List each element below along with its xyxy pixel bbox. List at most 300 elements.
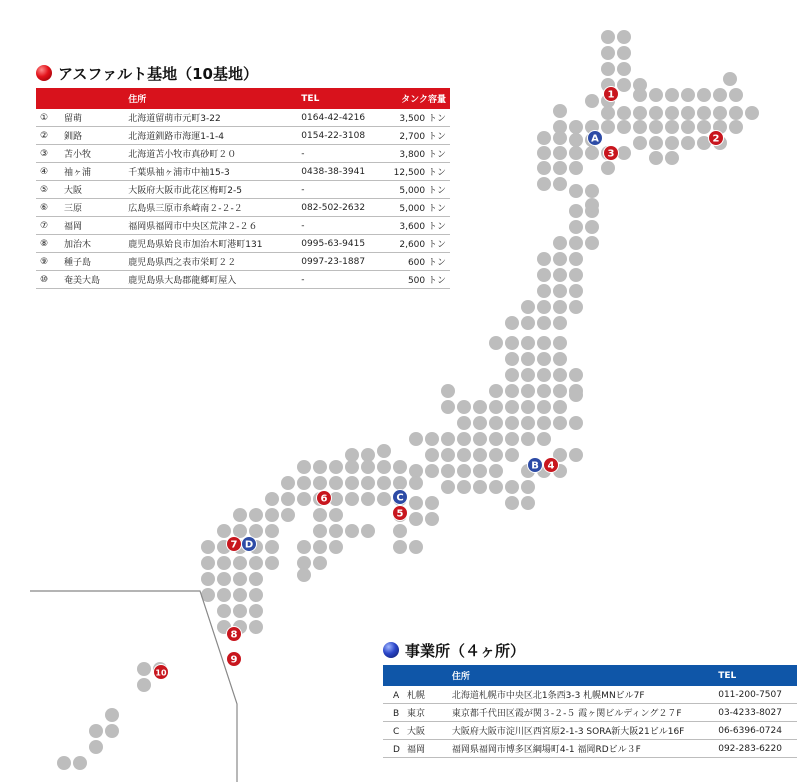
map-dot (537, 384, 551, 398)
base-name: 大阪 (60, 181, 118, 199)
map-dot (361, 448, 375, 462)
base-marker-1 (604, 87, 619, 102)
base-name: 釧路 (60, 127, 118, 145)
office-marker-D (242, 537, 257, 552)
map-dot (505, 496, 519, 510)
base-name: 加治木 (60, 235, 118, 253)
base-marker-3 (604, 146, 619, 161)
marker-label: 2 (712, 133, 720, 145)
asphalt-bases-panel (36, 62, 450, 289)
map-dot (345, 460, 359, 474)
base-address: 鹿児島県西之表市栄町２２ (118, 253, 293, 271)
map-dot (505, 416, 519, 430)
map-dot (537, 177, 551, 191)
map-dot (457, 480, 471, 494)
map-dot (313, 556, 327, 570)
office-address: 北海道札幌市中央区北1条西3-3 札幌MNビル7F (444, 686, 700, 704)
base-capacity: 500 トン (384, 271, 450, 289)
map-dot (281, 492, 295, 506)
map-dot (553, 384, 567, 398)
map-dot (537, 300, 551, 314)
base-tel: - (293, 217, 383, 235)
map-dot (617, 120, 631, 134)
map-dot (217, 556, 231, 570)
base-number: ⑧ (36, 235, 60, 253)
marker-label: 7 (230, 539, 238, 551)
map-dot (553, 131, 567, 145)
map-dot (89, 724, 103, 738)
map-dot (569, 284, 583, 298)
map-dot (137, 678, 151, 692)
table-row (383, 722, 797, 740)
map-dot (617, 146, 631, 160)
base-capacity: 2,600 トン (384, 235, 450, 253)
map-dot (537, 146, 551, 160)
base-capacity: 2,700 トン (384, 127, 450, 145)
base-marker-4 (544, 458, 559, 473)
map-dot (361, 476, 375, 490)
base-marker-2 (709, 131, 724, 146)
map-dot (233, 508, 247, 522)
marker-label: D (244, 539, 254, 551)
base-tel: - (293, 271, 383, 289)
base-capacity: 5,000 トン (384, 181, 450, 199)
base-number: ② (36, 127, 60, 145)
base-name: 苫小牧 (60, 145, 118, 163)
map-dot (569, 300, 583, 314)
blue-ball-icon (383, 642, 399, 658)
map-dot (537, 252, 551, 266)
base-tel: 0438-38-3941 (293, 163, 383, 181)
map-dot (265, 524, 279, 538)
map-dot (361, 460, 375, 474)
map-dot (489, 384, 503, 398)
map-dot (297, 460, 311, 474)
base-tel: 0154-22-3108 (293, 127, 383, 145)
map-dot (361, 492, 375, 506)
offices-title: 事業所（４ヶ所） (383, 639, 797, 661)
map-dot (249, 524, 263, 538)
map-dot (441, 400, 455, 414)
map-dot (505, 384, 519, 398)
base-name: 奄美大島 (60, 271, 118, 289)
map-dot (537, 432, 551, 446)
map-dot (569, 268, 583, 282)
map-dot (521, 480, 535, 494)
map-dot (569, 236, 583, 250)
map-dot (633, 106, 647, 120)
map-dot (201, 556, 215, 570)
office-letter: D (393, 745, 400, 755)
map-dot (505, 432, 519, 446)
map-dot (409, 496, 423, 510)
base-address: 大阪府大阪市此花区梅町2-5 (118, 181, 293, 199)
map-dot (553, 400, 567, 414)
map-dot (249, 588, 263, 602)
office-address: 福岡県福岡市博多区綱場町4-1 福岡RDビル３F (444, 740, 700, 758)
base-address: 広島県三原市糸崎南２-２-２ (118, 199, 293, 217)
map-dot (537, 352, 551, 366)
map-dot (553, 368, 567, 382)
map-dot (569, 184, 583, 198)
map-dot (249, 508, 263, 522)
map-dot (633, 136, 647, 150)
table-row (36, 199, 450, 217)
table-row (36, 127, 450, 145)
office-label (383, 704, 444, 722)
map-dot (409, 476, 423, 490)
office-marker-B (528, 458, 543, 473)
map-dot (601, 30, 615, 44)
map-dot (553, 146, 567, 160)
map-dot (553, 316, 567, 330)
map-dot (57, 756, 71, 770)
table-row (383, 740, 797, 758)
map-dot (585, 94, 599, 108)
map-dot (265, 508, 279, 522)
map-dot (393, 524, 407, 538)
map-dot (601, 161, 615, 175)
map-dot (617, 62, 631, 76)
office-name: 大阪 (407, 727, 426, 737)
office-tel: 03-4233-8027 (700, 704, 797, 722)
base-number: ③ (36, 145, 60, 163)
base-tel: 0995-63-9415 (293, 235, 383, 253)
map-dot (681, 88, 695, 102)
map-dot (313, 476, 327, 490)
map-dot (505, 336, 519, 350)
base-tel: 082-502-2632 (293, 199, 383, 217)
map-dot (665, 106, 679, 120)
base-name: 三原 (60, 199, 118, 217)
map-dot (585, 236, 599, 250)
marker-label: 9 (230, 654, 238, 666)
map-dot (313, 540, 327, 554)
map-dot (537, 131, 551, 145)
office-name: 札幌 (407, 691, 426, 701)
map-dot (489, 400, 503, 414)
map-dot (377, 476, 391, 490)
map-dot (553, 352, 567, 366)
office-label (383, 722, 444, 740)
table-row (36, 109, 450, 127)
map-dot (617, 106, 631, 120)
map-dot (521, 384, 535, 398)
map-dot (521, 432, 535, 446)
map-dot (489, 336, 503, 350)
office-tel: 011-200-7507 (700, 686, 797, 704)
map-dot (297, 476, 311, 490)
base-address: 鹿児島県姶良市加治木町港町131 (118, 235, 293, 253)
offices-table (383, 665, 797, 758)
map-dot (713, 106, 727, 120)
base-number: ④ (36, 163, 60, 181)
base-address: 北海道苫小牧市真砂町２０ (118, 145, 293, 163)
map-dot (617, 46, 631, 60)
map-dot (649, 151, 663, 165)
map-dot (521, 368, 535, 382)
base-tel: - (293, 145, 383, 163)
office-label (383, 686, 444, 704)
map-dot (489, 448, 503, 462)
map-dot (473, 480, 487, 494)
map-dot (489, 432, 503, 446)
map-dot (649, 106, 663, 120)
map-dot (393, 540, 407, 554)
office-letter: B (393, 709, 400, 719)
map-dot (537, 416, 551, 430)
base-tel: - (293, 181, 383, 199)
map-dot (585, 184, 599, 198)
map-dot (249, 604, 263, 618)
map-dot (249, 572, 263, 586)
map-dot (505, 316, 519, 330)
map-dot (233, 524, 247, 538)
map-dot (233, 604, 247, 618)
map-dot (553, 161, 567, 175)
base-capacity: 3,800 トン (384, 145, 450, 163)
office-name: 東京 (407, 709, 426, 719)
map-dot (521, 416, 535, 430)
map-dot (409, 512, 423, 526)
map-dot (329, 508, 343, 522)
table-row (36, 145, 450, 163)
map-dot (441, 448, 455, 462)
map-dot (217, 524, 231, 538)
map-dot (457, 448, 471, 462)
map-dot (553, 284, 567, 298)
map-dot (457, 416, 471, 430)
offices-panel (383, 639, 797, 758)
map-dot (393, 476, 407, 490)
map-dot (265, 556, 279, 570)
map-dot (553, 177, 567, 191)
office-letter: A (393, 691, 400, 701)
marker-label: C (396, 492, 404, 504)
office-tel: 092-283-6220 (700, 740, 797, 758)
map-dot (473, 400, 487, 414)
table-row (383, 686, 797, 704)
map-dot (601, 106, 615, 120)
map-dot (441, 432, 455, 446)
marker-label: 8 (230, 629, 238, 641)
map-dot (585, 146, 599, 160)
map-dot (137, 662, 151, 676)
base-marker-9 (227, 652, 242, 667)
map-dot (649, 88, 663, 102)
base-number: ⑨ (36, 253, 60, 271)
map-dot (217, 604, 231, 618)
table-row (36, 253, 450, 271)
map-dot (537, 284, 551, 298)
map-dot (345, 476, 359, 490)
map-dot (601, 46, 615, 60)
map-dot (473, 416, 487, 430)
map-dot (569, 252, 583, 266)
map-dot (217, 588, 231, 602)
map-dot (617, 78, 631, 92)
base-address: 福岡県福岡市中央区荒津２-２６ (118, 217, 293, 235)
map-dot (297, 556, 311, 570)
map-dot (457, 400, 471, 414)
map-dot (201, 572, 215, 586)
map-dot (233, 588, 247, 602)
map-dot (745, 106, 759, 120)
red-ball-icon (36, 65, 52, 81)
base-address: 鹿児島県大島郡龍郷町屋入 (118, 271, 293, 289)
map-dot (281, 476, 295, 490)
map-dot (297, 568, 311, 582)
marker-label: 4 (547, 460, 555, 472)
base-marker-10 (154, 665, 169, 680)
map-dot (681, 136, 695, 150)
asphalt-title: アスファルト基地（10基地） (36, 62, 450, 84)
header-address: 住所 (118, 88, 293, 109)
map-dot (569, 448, 583, 462)
map-dot (313, 508, 327, 522)
table-row (36, 235, 450, 253)
base-tel: 0997-23-1887 (293, 253, 383, 271)
map-dot (441, 480, 455, 494)
map-dot (313, 524, 327, 538)
map-dot (601, 120, 615, 134)
map-dot (569, 220, 583, 234)
base-number: ⑦ (36, 217, 60, 235)
map-dot (345, 492, 359, 506)
map-dot (233, 572, 247, 586)
asphalt-table (36, 88, 450, 289)
map-dot (729, 106, 743, 120)
header-tel: TEL (293, 88, 383, 109)
map-dot (233, 556, 247, 570)
map-dot (473, 464, 487, 478)
base-capacity: 12,500 トン (384, 163, 450, 181)
base-capacity: 600 トン (384, 253, 450, 271)
office-label (383, 740, 444, 758)
map-dot (297, 492, 311, 506)
map-dot (665, 120, 679, 134)
marker-label: 3 (607, 148, 615, 160)
map-dot (441, 384, 455, 398)
table-row (36, 217, 450, 235)
map-dot (505, 480, 519, 494)
map-dot (585, 198, 599, 212)
office-marker-C (393, 490, 408, 505)
map-dot (105, 708, 119, 722)
map-dot (441, 464, 455, 478)
office-letter: C (393, 727, 400, 737)
base-number: ⑤ (36, 181, 60, 199)
map-dot (425, 512, 439, 526)
map-dot (537, 316, 551, 330)
base-name: 福岡 (60, 217, 118, 235)
base-address: 北海道釧路市海運1-1-4 (118, 127, 293, 145)
map-dot (457, 432, 471, 446)
map-dot (713, 88, 727, 102)
map-dot (537, 336, 551, 350)
base-address: 北海道留萌市元町3-22 (118, 109, 293, 127)
map-dot (569, 388, 583, 402)
map-dot (489, 480, 503, 494)
map-dot (537, 368, 551, 382)
base-marker-5 (393, 506, 408, 521)
map-dot (345, 524, 359, 538)
marker-label: 6 (320, 493, 328, 505)
header-address: 住所 (444, 665, 700, 686)
map-dot (569, 161, 583, 175)
map-dot (553, 268, 567, 282)
map-dot (521, 316, 535, 330)
map-dot (665, 151, 679, 165)
base-capacity: 3,500 トン (384, 109, 450, 127)
map-dot (697, 106, 711, 120)
map-dot (73, 756, 87, 770)
base-number: ⑥ (36, 199, 60, 217)
map-dot (729, 88, 743, 102)
map-dot (729, 120, 743, 134)
map-dot (601, 62, 615, 76)
map-dot (393, 460, 407, 474)
map-dot (569, 204, 583, 218)
map-dot (633, 88, 647, 102)
table-row (36, 181, 450, 199)
office-marker-A (588, 131, 603, 146)
map-dot (585, 220, 599, 234)
map-dot (649, 136, 663, 150)
map-dot (473, 448, 487, 462)
office-address: 大阪府大阪市淀川区西宮原2-1-3 SORA新大阪21ビル16F (444, 722, 700, 740)
map-dot (681, 106, 695, 120)
map-dot (505, 448, 519, 462)
base-name: 袖ヶ浦 (60, 163, 118, 181)
map-dot (521, 400, 535, 414)
base-marker-7 (227, 537, 242, 552)
map-dot (425, 448, 439, 462)
map-dot (521, 352, 535, 366)
map-dot (553, 416, 567, 430)
base-capacity: 3,600 トン (384, 217, 450, 235)
map-dot (409, 540, 423, 554)
office-tel: 06-6396-0724 (700, 722, 797, 740)
map-dot (665, 88, 679, 102)
map-dot (249, 620, 263, 634)
marker-label: 5 (396, 508, 404, 520)
table-row (36, 271, 450, 289)
map-dot (473, 432, 487, 446)
header-tel: TEL (700, 665, 797, 686)
marker-label: 1 (607, 89, 615, 101)
map-dot (345, 448, 359, 462)
map-dot (105, 724, 119, 738)
okinawa-inset-border (30, 591, 237, 782)
map-dot (649, 120, 663, 134)
map-dot (377, 460, 391, 474)
map-dot (697, 120, 711, 134)
map-dot (521, 336, 535, 350)
base-marker-6 (317, 491, 332, 506)
map-dot (505, 368, 519, 382)
base-marker-8 (227, 627, 242, 642)
map-dot (553, 104, 567, 118)
map-dot (681, 120, 695, 134)
map-dot (569, 146, 583, 160)
map-dot (569, 120, 583, 134)
map-dot (329, 460, 343, 474)
map-dot (489, 464, 503, 478)
map-dot (665, 136, 679, 150)
base-tel: 0164-42-4216 (293, 109, 383, 127)
map-dot (633, 120, 647, 134)
